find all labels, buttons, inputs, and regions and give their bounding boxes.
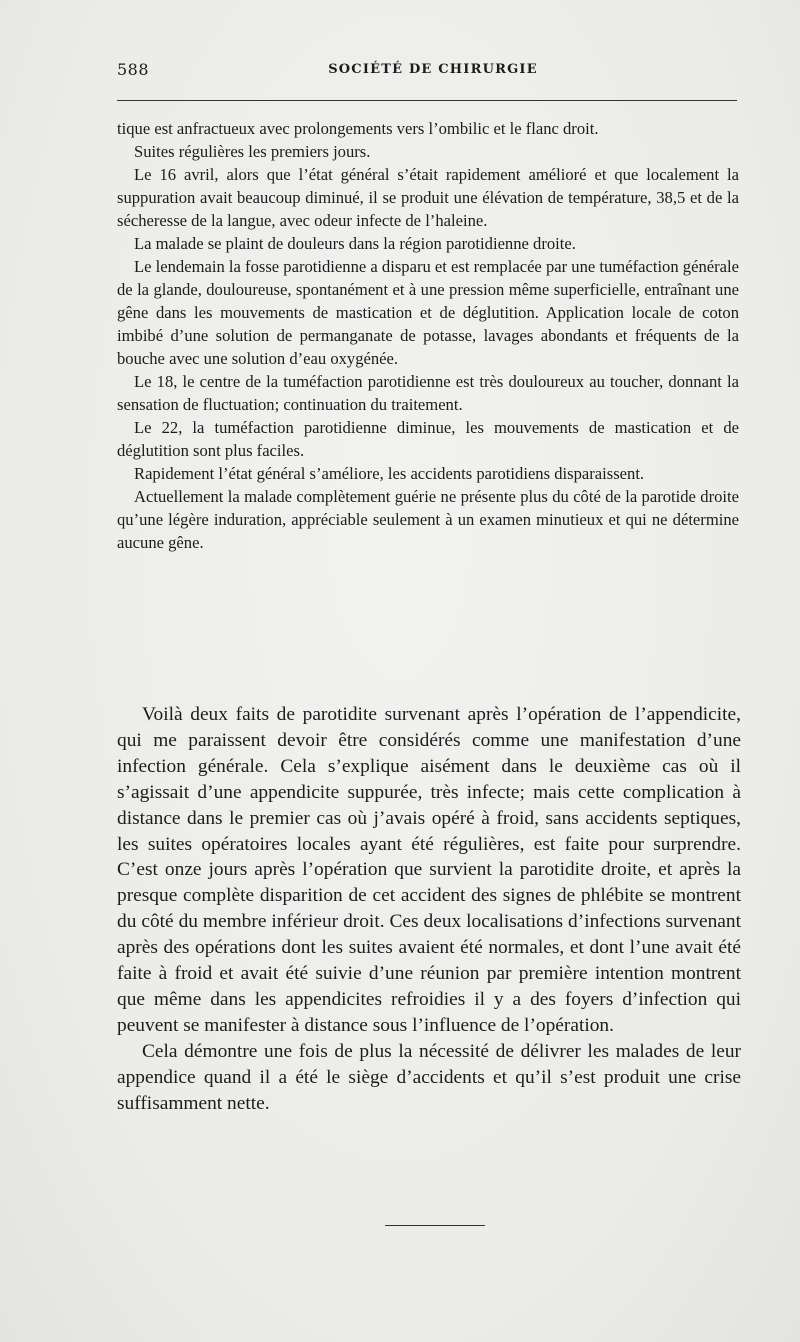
paragraph: Le 16 avril, alors que l’état général s’était rapidement amélioré et que localement la suppuration avait beaucoup diminué, il se produit une élévation de température, 38,5 et de la sécheresse de la langue, avec odeur infecte de l’haleine.: [117, 165, 739, 230]
paragraph: Voilà deux faits de parotidite survenant après l’opération de l’appendicite, qui me paraissent devoir être considérés comme une manifestation d’une infection générale. Cela s’explique aisément dans le deuxième cas où il s’agissait d’une appendicite suppurée, très infecte; mais cette complication à distance dans le premier cas où j’avais opéré à froid, sans accidents septiques, les suites opératoires locales ayant été régulières, est faite pour surprendre. C’est onze jours après l’opération que survient la parotidite droite, et après la presque complète disparition de cet accident des signes de phlébite se montrent du côté du membre inférieur droit. Ces deux localisations d’infections survenant après des opérations dont les suites avaient été normales, et dont l’une avait été faite à froid et avait été suivie d’une réunion par première intention montrent que même dans les appendicites refroidies il y a des foyers d’infection qui peuvent se manifester à distance sous l’influence de l’opération.: [117, 704, 741, 1036]
paragraph: Rapidement l’état général s’améliore, les accidents parotidiens disparaissent.: [134, 464, 645, 483]
paragraph: Cela démontre une fois de plus la nécessité de délivrer les malades de leur appendice quand il a été le siège d’accidents et qu’il s’est produit une crise suffisamment nette.: [117, 1040, 741, 1114]
paragraph: Suites régulières les premiers jours.: [134, 142, 371, 161]
running-title: SOCIÉTÉ DE CHIRURGIE: [328, 62, 538, 77]
paragraph: Le 18, le centre de la tuméfaction parotidienne est très douloureux au toucher, donnant la sensation de fluctuation; continuation du traitement.: [117, 372, 739, 414]
paragraph: Le lendemain la fosse parotidienne a disparu et est remplacée par une tuméfaction générale de la glande, douloureuse, spontanément et à une pression même superficielle, entraînant une gêne dans les mouvements de mastication et de déglutition. Application locale de coton imbibé d’une solution de permanganate de potasse, lavages abondants et fréquents de la bouche avec une solution d’eau oxygénée.: [117, 257, 739, 368]
discussion-text: [117, 702, 741, 1117]
paragraph: tique est anfractueux avec prolongements vers l’ombilic et le flanc droit.: [117, 119, 599, 138]
end-rule: [385, 1225, 485, 1226]
paragraph: Le 22, la tuméfaction parotidienne diminue, les mouvements de mastication et de déglutition sont plus faciles.: [117, 418, 739, 460]
case-report-text: [117, 117, 739, 554]
paragraph: Actuellement la malade complètement guérie ne présente plus du côté de la parotide droite qu’une légère induration, appréciable seulement à un examen minutieux et qui ne détermine aucune gêne.: [117, 487, 739, 552]
paragraph: La malade se plaint de douleurs dans la région parotidienne droite.: [134, 234, 576, 253]
page-number: 588: [117, 60, 150, 79]
header-rule: [117, 100, 737, 101]
page-header: [117, 60, 737, 90]
